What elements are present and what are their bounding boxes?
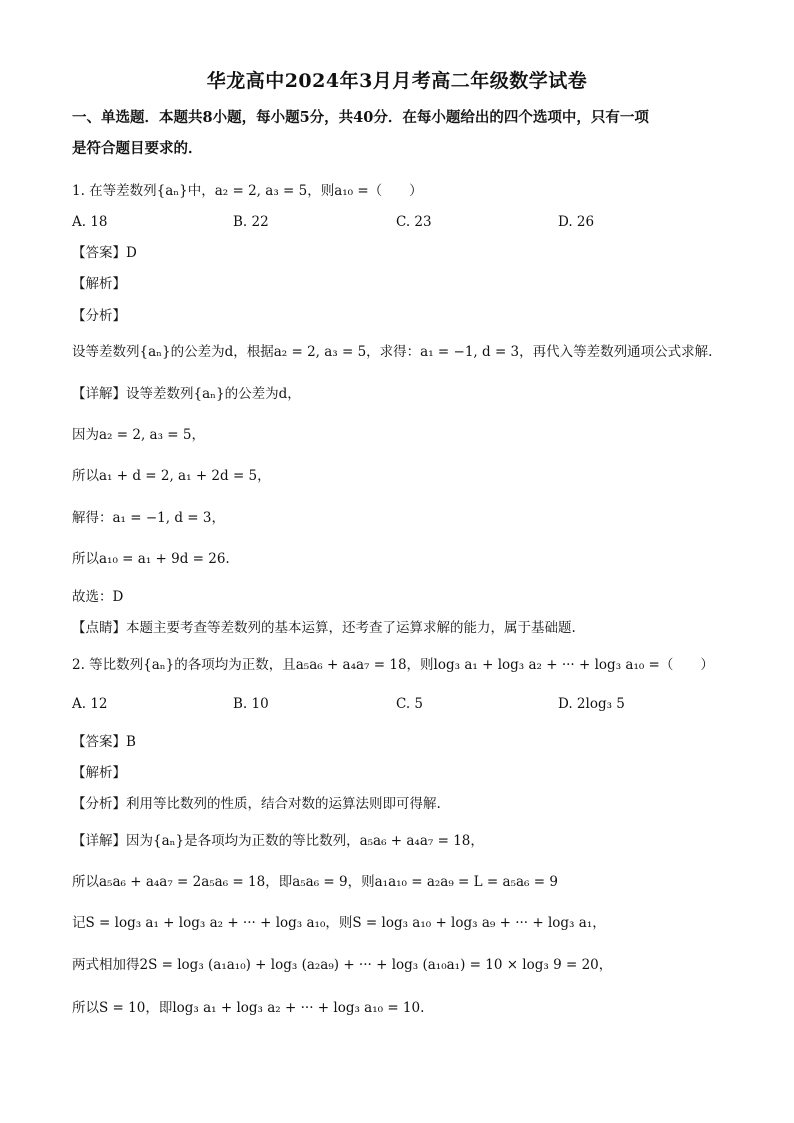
question-1-option-a: A. 18: [72, 214, 108, 230]
question-1-analysis: 设等差数列{aₙ}的公差为d，根据a₂ = 2, a₃ = 5，求得：a₁ = −1, d = 3，再代入等差数列通项公式求解.: [72, 344, 713, 360]
question-1-detail-step-4: 所以a₁₀ = a₁ + 9d = 26.: [72, 551, 230, 567]
question-2-detail-step-4: 所以S = 10，即log₃ a₁ + log₃ a₂ + ··· + log₃ a₁₀ = 10.: [72, 1000, 425, 1016]
question-2-option-b: B. 10: [233, 696, 269, 712]
question-2-solution-label: 【解析】: [72, 765, 126, 781]
question-1-comment: 【点睛】本题主要考查等差数列的基本运算，还考查了运算求解的能力，属于基础题.: [72, 620, 576, 636]
question-1-detail-step-3: 解得：a₁ = −1, d = 3，: [72, 510, 225, 526]
question-2-option-a: A. 12: [72, 696, 108, 712]
question-2-option-c: C. 5: [396, 696, 424, 712]
question-2-analysis: 【分析】利用等比数列的性质，结合对数的运算法则即可得解.: [72, 796, 441, 812]
question-1-option-b: B. 22: [233, 214, 269, 230]
question-1-answer: 【答案】D: [72, 245, 137, 261]
question-1-detail-step-2: 所以a₁ + d = 2, a₁ + 2d = 5，: [72, 468, 271, 484]
question-1-detail-step-1: 因为a₂ = 2, a₃ = 5，: [72, 427, 205, 443]
question-2-detail-head: 【详解】因为{aₙ}是各项均为正数的等比数列，a₅a₆ + a₄a₇ = 18，: [72, 833, 484, 849]
question-2-detail-step-3: 两式相加得2S = log₃ (a₁a₁₀) + log₃ (a₂a₉) + ··· + log₃ (a₁₀a₁) = 10 × log₃ 9 = 20，: [72, 957, 613, 973]
question-1-choice: 故选：D: [72, 589, 124, 605]
section-instructions-line1: 一、单选题．本题共8小题，每小题5分，共40分．在每小题给出的四个选项中，只有一项: [72, 109, 649, 126]
section-instructions-line2: 是符合题目要求的．: [72, 140, 203, 157]
question-1-stem: 1. 在等差数列{aₙ}中，a₂ = 2, a₃ = 5，则a₁₀ =（ ）: [72, 183, 423, 199]
page-title: 华龙高中2024年3月月考高二年级数学试卷: [206, 70, 588, 92]
question-1-option-c: C. 23: [396, 214, 432, 230]
question-1-detail-head: 【详解】设等差数列{aₙ}的公差为d，: [72, 386, 301, 402]
question-1-solution-label: 【解析】: [72, 276, 126, 292]
question-2-answer: 【答案】B: [72, 734, 136, 750]
question-2-detail-step-2: 记S = log₃ a₁ + log₃ a₂ + ··· + log₃ a₁₀，则S = log₃ a₁₀ + log₃ a₉ + ··· + log₃ a₁，: [72, 915, 606, 931]
question-2-option-d: D. 2log₃ 5: [558, 696, 625, 712]
question-2-stem: 2. 等比数列{aₙ}的各项均为正数，且a₅a₆ + a₄a₇ = 18，则log₃ a₁ + log₃ a₂ + ··· + log₃ a₁₀ =（ ）: [72, 657, 714, 673]
question-1-analysis-label: 【分析】: [72, 308, 126, 324]
question-2-detail-step-1: 所以a₅a₆ + a₄a₇ = 2a₅a₆ = 18，即a₅a₆ = 9，则a₁a₁₀ = a₂a₉ = L = a₅a₆ = 9: [72, 874, 558, 890]
question-1-option-d: D. 26: [558, 214, 595, 230]
